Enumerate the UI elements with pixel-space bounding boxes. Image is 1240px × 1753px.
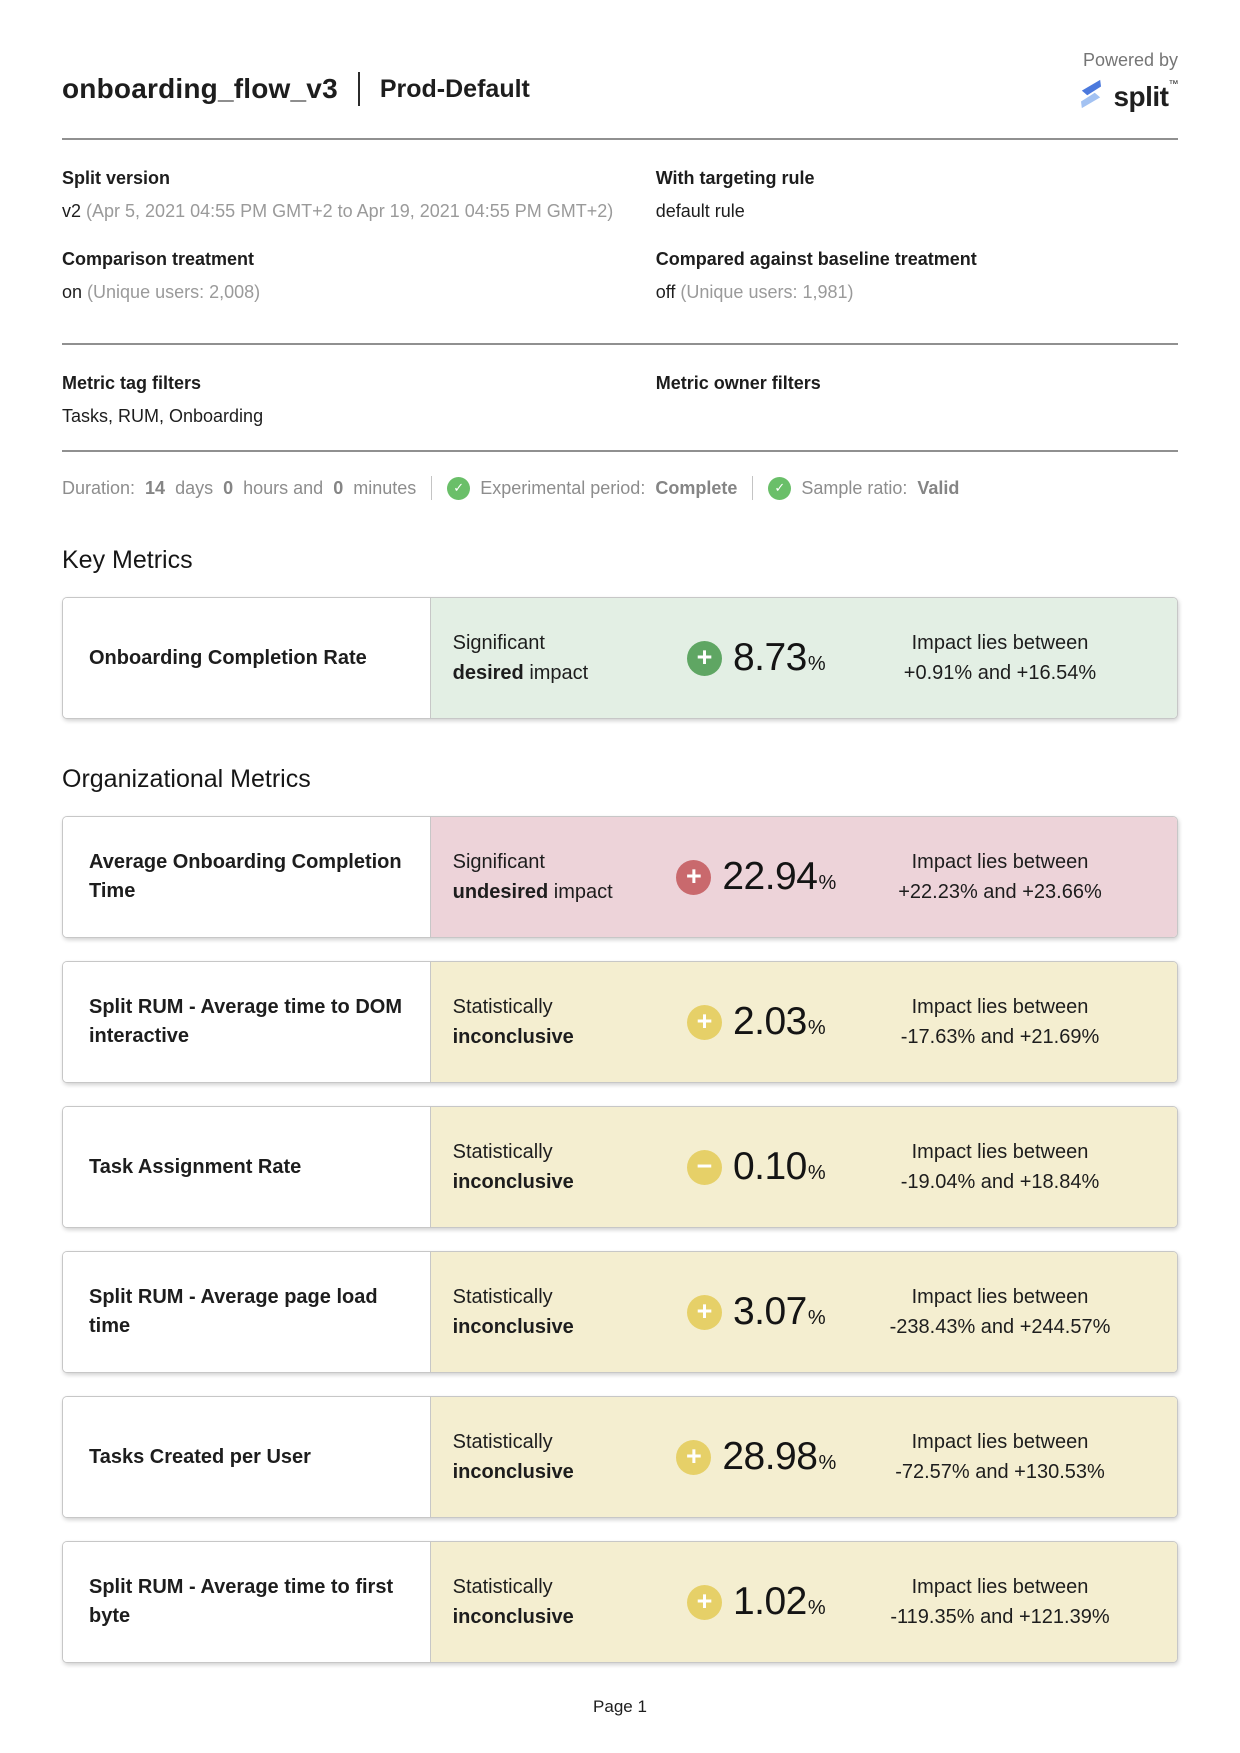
page-number: Page 1 xyxy=(593,1697,647,1717)
impact-value xyxy=(733,636,826,680)
section-divider-2 xyxy=(62,450,1178,452)
baseline-treatment-name: off xyxy=(655,282,676,303)
duration-days-unit: days xyxy=(175,477,214,498)
targeting-rule-block xyxy=(656,168,1178,223)
percent-sign: % xyxy=(807,1162,826,1185)
impact-range xyxy=(845,1282,1155,1342)
metric-tag-filters-label: Metric tag filters xyxy=(62,372,202,393)
check-icon: ✓ xyxy=(768,477,791,500)
percent-sign: % xyxy=(818,872,837,895)
metric-panel xyxy=(431,1252,1177,1372)
impact-range-values: -19.04% and +18.84% xyxy=(900,1171,1100,1194)
impact-range-values: -17.63% and +21.69% xyxy=(900,1026,1100,1049)
significance-bold: inconclusive xyxy=(452,1171,574,1194)
metric-panel xyxy=(431,817,1177,937)
significance-bold: inconclusive xyxy=(452,1026,574,1049)
org-metrics-heading: Organizational Metrics xyxy=(62,765,311,794)
impact-value xyxy=(733,1000,826,1044)
impact-range-label: Impact lies between xyxy=(911,996,1089,1019)
split-version-number: v2 xyxy=(62,201,82,221)
impact-value xyxy=(733,1145,826,1189)
percent-sign: % xyxy=(807,1017,826,1040)
brand-trademark: ™ xyxy=(1168,78,1178,90)
value-block xyxy=(668,1580,845,1624)
metric-tag-filters-block xyxy=(62,373,656,428)
metric-card xyxy=(62,1251,1178,1373)
impact-range-label: Impact lies between xyxy=(911,632,1089,655)
duration-minutes-unit: minutes xyxy=(353,477,417,498)
impact-range xyxy=(845,992,1155,1052)
duration-days: 14 xyxy=(145,477,166,498)
metric-card xyxy=(62,1541,1178,1663)
significance-bold: undesired xyxy=(452,881,549,904)
impact-number: 2.03 xyxy=(732,1000,807,1044)
experimental-period-text xyxy=(447,477,737,500)
significance-line2 xyxy=(453,1022,668,1052)
duration-hours-unit: hours and xyxy=(243,477,324,498)
significance-bold: desired xyxy=(452,662,524,685)
comparison-treatment-block xyxy=(62,249,656,304)
impact-range-values: -72.57% and +130.53% xyxy=(895,1461,1105,1484)
metric-card xyxy=(62,816,1178,938)
split-version-block xyxy=(62,168,656,223)
significance-line1: Statistically xyxy=(452,1431,553,1454)
metric-name: Split RUM - Average time to first byte xyxy=(63,1542,431,1662)
sample-ratio-value: Valid xyxy=(917,477,960,498)
comparison-unique-users: (Unique users: 2,008) xyxy=(87,282,261,303)
impact-number: 3.07 xyxy=(732,1290,807,1334)
significance-text xyxy=(453,628,668,688)
powered-by-label: Powered by xyxy=(1082,50,1178,70)
impact-range-values: -238.43% and +244.57% xyxy=(889,1316,1111,1339)
comparison-treatment-name: on xyxy=(62,282,83,303)
metric-card xyxy=(62,961,1178,1083)
impact-range-values: +0.91% and +16.54% xyxy=(903,662,1097,685)
impact-number: 1.02 xyxy=(732,1580,807,1624)
experimental-period-label: Experimental period: xyxy=(480,477,646,498)
significance-line1: Statistically xyxy=(452,996,553,1019)
significance-text xyxy=(453,1427,668,1487)
impact-range xyxy=(845,1572,1155,1632)
page-title: onboarding_flow_v3 xyxy=(62,73,338,104)
metric-card xyxy=(62,597,1178,719)
significance-text xyxy=(453,847,668,907)
significance-line1: Significant xyxy=(452,632,545,655)
title-divider xyxy=(358,72,360,106)
percent-sign: % xyxy=(818,1452,837,1475)
significance-rest: impact xyxy=(529,662,589,685)
status-bar xyxy=(62,476,1178,500)
impact-number: 0.10 xyxy=(732,1145,807,1189)
brand-block xyxy=(1076,50,1178,114)
impact-range-values: -119.35% and +121.39% xyxy=(890,1606,1110,1629)
status-separator-2 xyxy=(752,476,753,500)
check-icon: ✓ xyxy=(447,477,470,500)
baseline-treatment-value xyxy=(656,281,1178,304)
metric-name: Split RUM - Average page load time xyxy=(63,1252,431,1372)
targeting-rule-label: With targeting rule xyxy=(655,168,815,188)
significance-line1: Statistically xyxy=(452,1141,553,1164)
significance-line1: Statistically xyxy=(452,1576,553,1599)
minus-icon: − xyxy=(687,1150,722,1185)
metric-panel xyxy=(431,962,1177,1082)
filters-grid xyxy=(62,373,1178,428)
impact-range-values: +22.23% and +23.66% xyxy=(898,881,1102,904)
percent-sign: % xyxy=(807,1597,826,1620)
significance-line1: Statistically xyxy=(452,1286,553,1309)
value-block xyxy=(668,636,845,680)
impact-value xyxy=(733,1290,826,1334)
significance-text xyxy=(453,1282,668,1342)
significance-line1: Significant xyxy=(452,851,545,874)
metric-name: Task Assignment Rate xyxy=(63,1107,431,1227)
baseline-treatment-block xyxy=(656,249,1178,304)
metric-name: Tasks Created per User xyxy=(63,1397,431,1517)
experimental-period-value: Complete xyxy=(655,477,738,498)
value-block xyxy=(668,1145,845,1189)
plus-icon: + xyxy=(687,1585,722,1620)
plus-icon: + xyxy=(676,1440,711,1475)
percent-sign: % xyxy=(807,1307,826,1330)
impact-number: 8.73 xyxy=(732,636,807,680)
metric-name: Average Onboarding Completion Time xyxy=(63,817,431,937)
impact-value xyxy=(722,855,836,899)
impact-number: 22.94 xyxy=(722,855,818,899)
significance-line2 xyxy=(453,877,668,907)
status-separator xyxy=(431,476,432,500)
impact-range-label: Impact lies between xyxy=(911,1286,1089,1309)
significance-line2 xyxy=(453,1602,668,1632)
environment-name: Prod-Default xyxy=(379,74,530,103)
value-block xyxy=(668,1000,845,1044)
significance-bold: inconclusive xyxy=(452,1316,574,1339)
duration-label: Duration: xyxy=(62,477,136,498)
significance-bold: inconclusive xyxy=(452,1461,574,1484)
impact-range xyxy=(845,847,1155,907)
metric-card xyxy=(62,1106,1178,1228)
report-header xyxy=(62,50,1178,114)
impact-range-label: Impact lies between xyxy=(911,851,1089,874)
baseline-unique-users: (Unique users: 1,981) xyxy=(680,282,854,303)
percent-sign: % xyxy=(807,653,826,676)
significance-rest: impact xyxy=(553,881,613,904)
metric-panel xyxy=(431,598,1177,718)
impact-range xyxy=(845,628,1155,688)
significance-line2 xyxy=(453,1312,668,1342)
baseline-treatment-label: Compared against baseline treatment xyxy=(655,249,977,270)
brand-word: split xyxy=(1113,80,1169,112)
metric-panel xyxy=(431,1542,1177,1662)
key-metrics-heading: Key Metrics xyxy=(62,546,193,575)
significance-text xyxy=(453,1137,668,1197)
plus-icon: + xyxy=(687,1295,722,1330)
brand-name xyxy=(1113,78,1178,113)
significance-line2 xyxy=(453,1457,668,1487)
impact-range xyxy=(845,1137,1155,1197)
plus-icon: + xyxy=(687,641,722,676)
targeting-rule-value: default rule xyxy=(655,201,745,221)
impact-value xyxy=(733,1580,826,1624)
value-block xyxy=(668,1435,845,1479)
impact-range-label: Impact lies between xyxy=(911,1141,1089,1164)
duration-text xyxy=(62,478,416,499)
significance-text xyxy=(453,992,668,1052)
significance-text xyxy=(453,1572,668,1632)
split-logo-icon xyxy=(1076,79,1106,114)
significance-line2 xyxy=(453,658,668,688)
title-row xyxy=(62,72,530,114)
sample-ratio-label: Sample ratio: xyxy=(801,477,908,498)
plus-icon: + xyxy=(687,1005,722,1040)
metric-card xyxy=(62,1396,1178,1518)
value-block xyxy=(668,1290,845,1334)
metric-panel xyxy=(431,1107,1177,1227)
significance-line2 xyxy=(453,1167,668,1197)
split-version-value xyxy=(62,200,656,223)
significance-bold: inconclusive xyxy=(452,1606,574,1629)
impact-number: 28.98 xyxy=(722,1435,818,1479)
impact-range-label: Impact lies between xyxy=(911,1576,1089,1599)
metric-name: Onboarding Completion Rate xyxy=(63,598,431,718)
sample-ratio-text xyxy=(768,477,959,500)
value-block xyxy=(668,855,845,899)
impact-value xyxy=(722,1435,836,1479)
section-divider xyxy=(62,343,1178,345)
duration-hours: 0 xyxy=(223,477,234,498)
plus-icon: + xyxy=(676,860,711,895)
split-version-label: Split version xyxy=(62,168,171,188)
metric-owner-filters-block xyxy=(656,373,1178,428)
metric-owner-filters-label: Metric owner filters xyxy=(655,372,821,393)
split-logo xyxy=(1076,79,1178,114)
metric-tag-filters-value: Tasks, RUM, Onboarding xyxy=(62,405,264,426)
comparison-treatment-label: Comparison treatment xyxy=(62,249,255,270)
page-footer xyxy=(62,1697,1178,1747)
header-divider xyxy=(62,138,1178,140)
details-grid xyxy=(62,168,1178,305)
comparison-treatment-value xyxy=(62,281,656,304)
split-version-date-range: (Apr 5, 2021 04:55 PM GMT+2 to Apr 19, 2021 04:55 PM GMT+2) xyxy=(86,201,614,221)
impact-range xyxy=(845,1427,1155,1487)
metric-panel xyxy=(431,1397,1177,1517)
duration-minutes: 0 xyxy=(333,477,344,498)
metric-name: Split RUM - Average time to DOM interactive xyxy=(63,962,431,1082)
impact-range-label: Impact lies between xyxy=(911,1431,1089,1454)
